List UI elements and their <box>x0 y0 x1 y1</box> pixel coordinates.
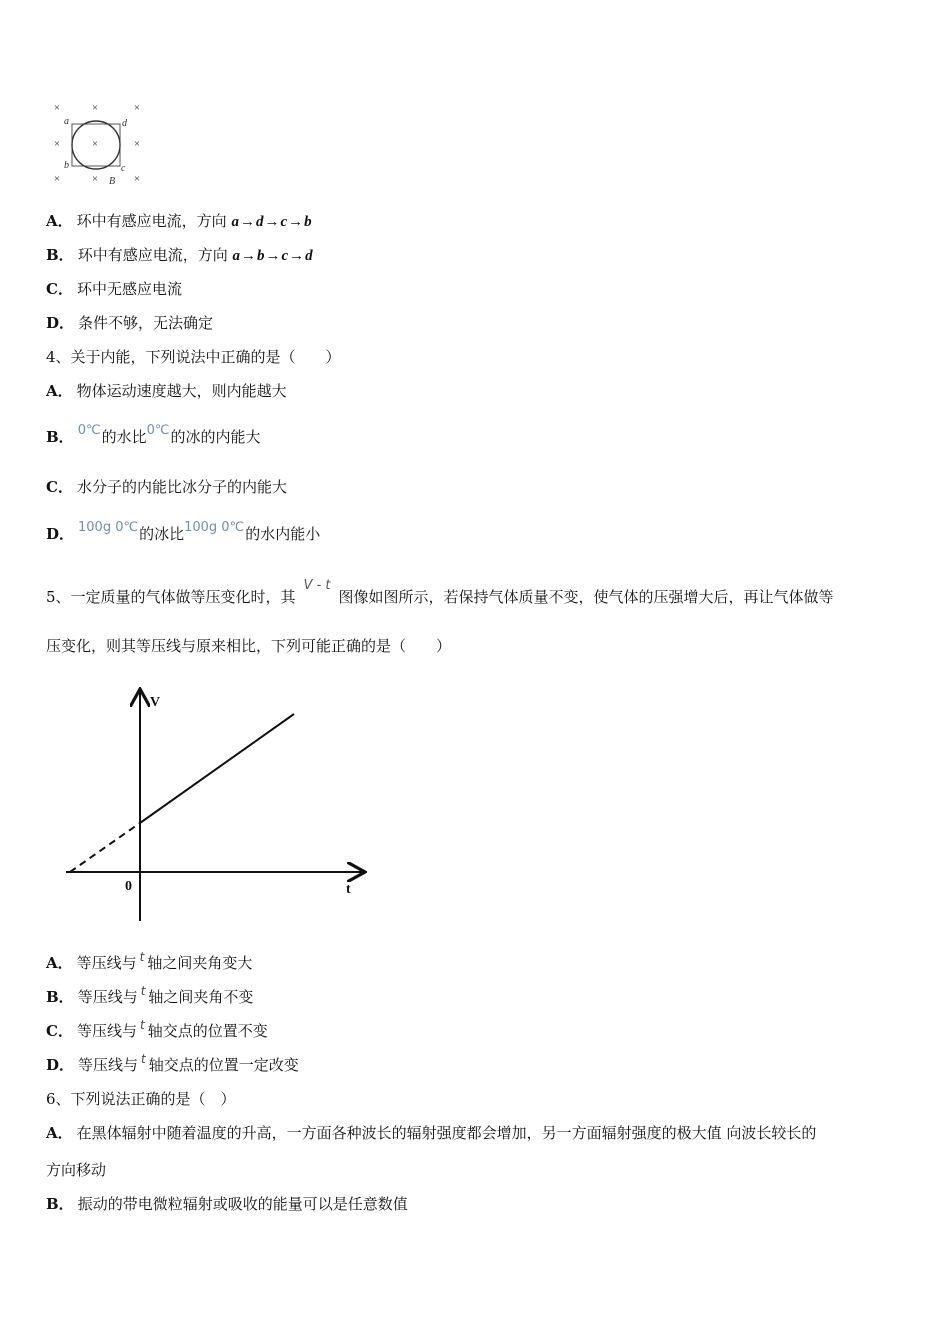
label-b: b <box>64 160 69 171</box>
q6-stem: 6、下列说法正确的是（ ） <box>46 1090 236 1108</box>
q6-option-b <box>46 1194 408 1214</box>
option-letter: A． <box>46 954 73 972</box>
option-text: 的水比 <box>101 428 147 446</box>
option-letter: C． <box>46 280 73 298</box>
q5-option-a: A． 等压线与 $^t$ 轴之间夹角变大 <box>46 950 253 972</box>
option-text: 的冰比 <box>139 525 185 543</box>
option-letter: D． <box>46 314 75 332</box>
option-letter: A． <box>46 382 73 400</box>
current-path: a→d→c→b <box>231 214 312 230</box>
option-letter: B． <box>46 428 74 446</box>
q4-option-a <box>46 381 287 401</box>
field-cross: × <box>133 173 141 185</box>
t-axis-label: t <box>346 882 351 897</box>
t-variable: t <box>139 1018 145 1032</box>
v-axis-label: V <box>150 695 161 710</box>
temperature-formula: 0℃ <box>146 423 170 438</box>
label-B: B <box>109 176 116 187</box>
option-text: 的水内能小 <box>245 525 321 543</box>
option-text: 振动的带电微粒辐射或吸收的能量可以是任意数值 <box>77 1195 408 1213</box>
field-cross: × <box>133 138 141 150</box>
option-letter: C． <box>46 1022 73 1040</box>
q4-stem: 4、关于内能，下列说法中正确的是（ ） <box>46 348 341 366</box>
q3-option-d <box>46 313 213 333</box>
option-letter: B． <box>46 1195 74 1213</box>
vt-formula: V - t <box>303 578 331 593</box>
origin-label: 0 <box>125 879 132 894</box>
q5-stem-line2: 压变化，则其等压线与原来相比，下列可能正确的是（ ） <box>46 637 452 655</box>
option-letter: C． <box>46 478 73 496</box>
field-cross: × <box>53 138 61 150</box>
option-letter: A． <box>46 212 73 230</box>
option-text: 水分子的内能比冰分子的内能大 <box>76 478 287 496</box>
t-variable: t <box>141 1052 146 1066</box>
field-cross: × <box>133 102 141 114</box>
option-letter: D． <box>46 525 75 543</box>
t-variable: t <box>139 950 145 964</box>
q6-option-a-cont: 方向移动 <box>46 1161 107 1179</box>
q5-option-b: B． 等压线与 $^t$ 轴之间夹角不变 <box>46 984 254 1006</box>
option-letter: D． <box>46 1056 75 1074</box>
t-variable: t <box>140 984 146 998</box>
option-text: 条件不够，无法确定 <box>78 314 214 332</box>
q6-option-a <box>46 1123 816 1143</box>
magnetic-field-ring-figure <box>48 98 148 190</box>
option-text: 在黑体辐射中随着温度的升高，一方面各种波长的辐射强度都会增加，另一方面辐射强度的极大值 向波长较长的 <box>76 1124 817 1142</box>
field-cross: × <box>53 102 61 114</box>
vt-graph <box>60 685 370 925</box>
field-cross: × <box>91 173 99 185</box>
mass-temperature-formula: 100g 0℃ <box>184 520 245 535</box>
label-d: d <box>122 118 127 129</box>
q4-option-b <box>46 423 261 449</box>
option-text: 的冰的内能大 <box>170 428 261 446</box>
option-letter: A． <box>46 1124 73 1142</box>
q5-option-d: D． 等压线与 $^t$ 轴交点的位置一定改变 <box>46 1052 299 1074</box>
q3-option-a <box>46 211 312 232</box>
option-letter: B． <box>46 246 74 264</box>
temperature-formula: 0℃ <box>77 423 101 438</box>
label-a: a <box>64 116 69 127</box>
q3-option-b <box>46 245 313 266</box>
q4-option-d <box>46 520 321 546</box>
option-letter: B． <box>46 988 74 1006</box>
option-text: 环中无感应电流 <box>76 280 182 298</box>
mass-temperature-formula: 100g 0℃ <box>78 520 139 535</box>
q5-option-c: C． 等压线与 $^t$ 轴交点的位置不变 <box>46 1018 268 1040</box>
option-text: 物体运动速度越大，则内能越大 <box>76 382 287 400</box>
field-cross: × <box>91 138 99 150</box>
isobar-extrapolation <box>70 823 140 872</box>
label-c: c <box>121 163 126 174</box>
option-text: 环中有感应电流，方向 <box>76 212 227 230</box>
field-cross: × <box>53 173 61 185</box>
isobar-line <box>140 714 294 823</box>
q4-option-c <box>46 477 287 497</box>
field-cross: × <box>91 102 99 114</box>
option-text: 环中有感应电流，方向 <box>77 246 228 264</box>
current-path: a→b→c→d <box>232 248 313 264</box>
q3-option-c <box>46 279 182 299</box>
q5-stem-line1: 5、一定质量的气体做等压变化时，其V - t图像如图所示，若保持气体质量不变，使气体的压强增大后，再让气体做等 <box>46 578 834 606</box>
